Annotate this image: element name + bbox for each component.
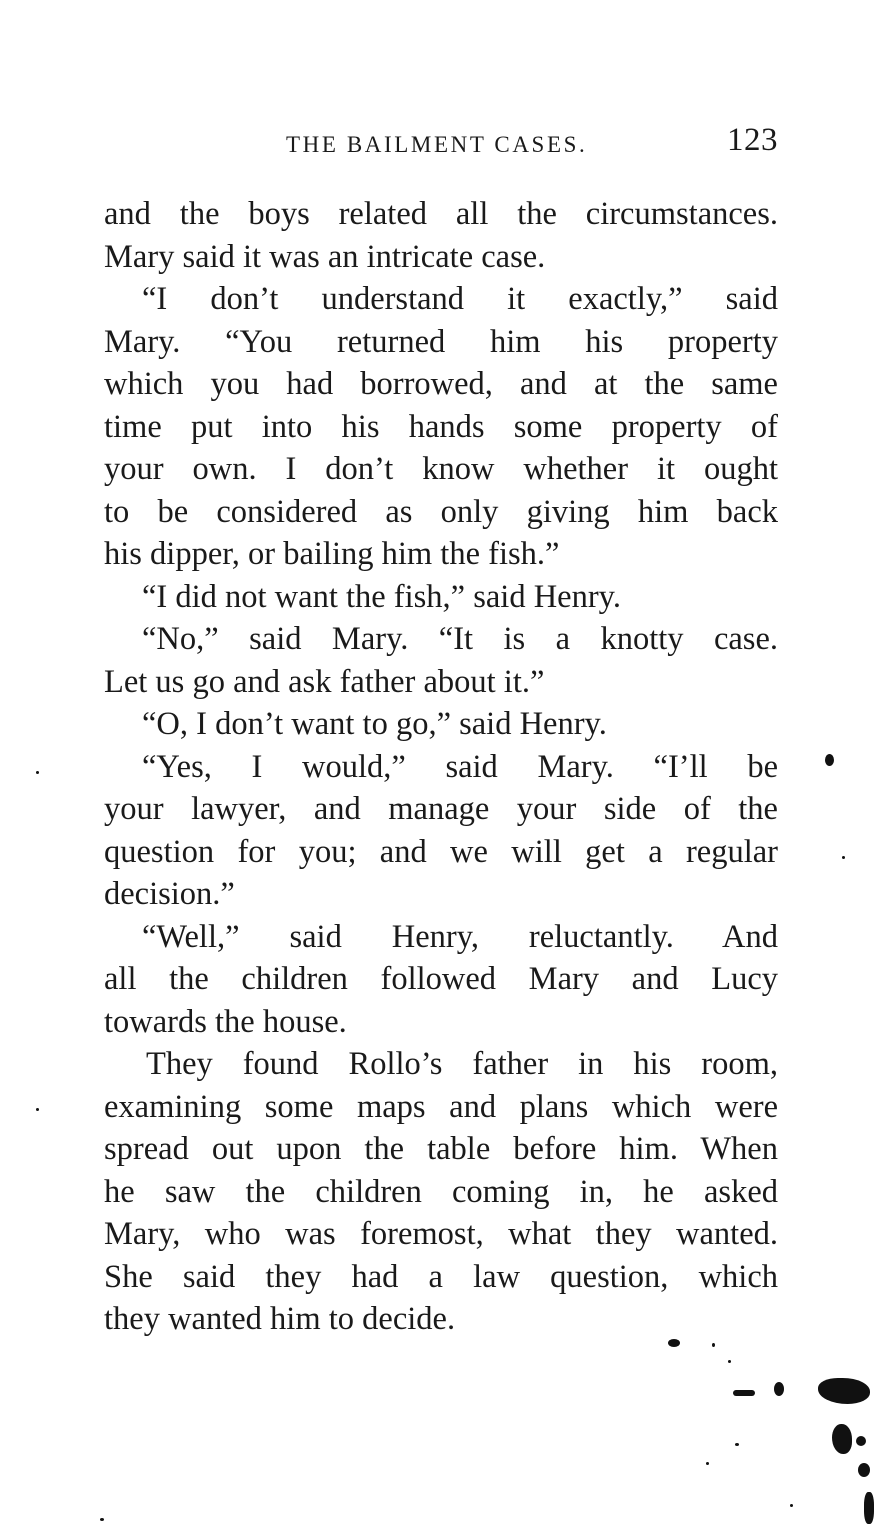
- speck: [832, 1424, 852, 1454]
- text-line: to be considered as only giving him back: [104, 493, 778, 530]
- text-line: Mary. “You returned him his property: [104, 323, 778, 360]
- speck: [842, 856, 845, 859]
- speck: [36, 1108, 39, 1111]
- text-line: they wanted him to decide.: [104, 1301, 456, 1337]
- speck: [735, 1443, 739, 1446]
- speck: [706, 1462, 709, 1465]
- text-line: time put into his hands some property of: [104, 408, 778, 445]
- page-number: 123: [727, 122, 778, 158]
- speck: [818, 1378, 870, 1404]
- text-line: Let us go and ask father about it.”: [104, 663, 545, 700]
- running-title: THE BAILMENT CASES.: [286, 132, 588, 157]
- text-line: your lawyer, and manage your side of the: [104, 791, 778, 827]
- speck: [858, 1463, 870, 1477]
- text-line: question for you; and we will get a regular: [104, 833, 778, 870]
- text-line: Mary, who was foremost, what they wanted.: [104, 1216, 778, 1252]
- speck: [774, 1382, 784, 1396]
- speck: [712, 1343, 715, 1347]
- speck: [825, 754, 834, 766]
- speck: [100, 1518, 104, 1521]
- text-line: She said they had a law question, which: [104, 1258, 778, 1295]
- text-line: his dipper, or bailing him the fish.”: [104, 536, 560, 572]
- speck: [36, 771, 39, 774]
- running-head: [104, 118, 778, 168]
- speck: [864, 1492, 874, 1524]
- speck: [790, 1504, 793, 1507]
- text-line: “No,” said Mary. “It is a knotty case.: [142, 621, 778, 657]
- speck: [733, 1390, 755, 1396]
- text-line: and the boys related all the circumstances.: [104, 196, 778, 232]
- text-line: They found Rollo’s father in his room,: [146, 1046, 778, 1082]
- text-line: decision.”: [104, 876, 235, 912]
- speck: [856, 1436, 866, 1446]
- text-line: your own. I don’t know whether it ought: [104, 451, 778, 487]
- text-line: “I did not want the fish,” said Henry.: [142, 578, 621, 615]
- text-line: “Yes, I would,” said Mary. “I’ll be: [142, 748, 778, 785]
- text-line: “I don’t understand it exactly,” said: [142, 281, 778, 317]
- text-line: “O, I don’t want to go,” said Henry.: [142, 706, 607, 742]
- text-line: towards the house.: [104, 1003, 347, 1040]
- text-line: spread out upon the table before him. When: [104, 1131, 778, 1167]
- text-line: “Well,” said Henry, reluctantly. And: [142, 918, 778, 955]
- speck: [728, 1360, 731, 1363]
- body-text: [104, 193, 778, 1341]
- text-line: all the children followed Mary and Lucy: [104, 961, 778, 997]
- text-line: he saw the children coming in, he asked: [104, 1173, 778, 1210]
- text-line: which you had borrowed, and at the same: [104, 366, 778, 402]
- speck: [668, 1339, 680, 1347]
- text-line: Mary said it was an intricate case.: [104, 238, 546, 275]
- text-line: examining some maps and plans which were: [104, 1088, 778, 1125]
